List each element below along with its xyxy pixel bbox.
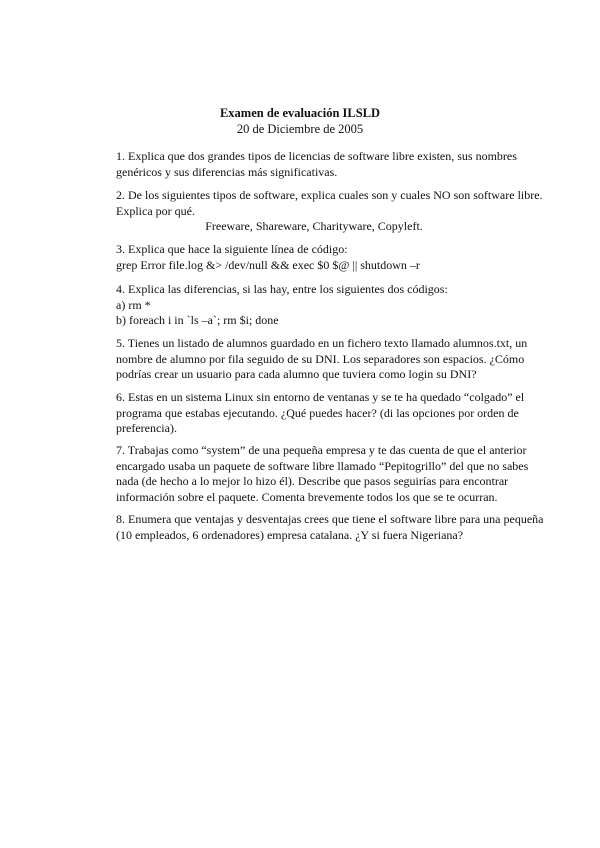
question-5-line-1: 5. Tienes un listado de alumnos guardado en un fichero texto llamado alumnos.txt, un	[116, 336, 528, 350]
question-2	[116, 188, 543, 235]
question-1	[116, 149, 516, 180]
question-1-line-1: 1. Explica que dos grandes tipos de licencias de software libre existen, sus nombres	[116, 149, 517, 163]
question-7-line-3: nada (de hecho a lo mejor lo hizo él). Describe que pasos seguirías para encontrar	[116, 474, 509, 488]
question-4	[116, 282, 516, 329]
question-2-line-1: 2. De los siguientes tipos de software, explica cuales son y cuales NO son software libre.	[116, 188, 543, 202]
question-7-line-4: información sobre el paquete. Comenta brevemente todos los que se te ocurran.	[116, 489, 498, 504]
exam-date: 20 de Diciembre de 2005	[236, 122, 364, 136]
question-6	[116, 390, 525, 437]
question-6-line-2: programa que estabas ejecutando. ¿Qué puedes hacer? (di las opciones por orden de	[116, 405, 519, 420]
question-8-line-2: (10 empleados, 6 ordenadores) empresa catalana. ¿Y si fuera Nigeriana?	[116, 527, 464, 542]
question-1-line-2: genéricos y sus diferencias más significativas.	[116, 164, 338, 179]
question-3	[116, 242, 516, 273]
question-8-line-1: 8. Enumera que ventajas y desventajas crees que tiene el software libre para una pequeña	[116, 512, 544, 526]
question-8	[116, 512, 544, 543]
question-5-line-3: podrías crear un usuario para cada alumno que tuviera como login su DNI?	[116, 367, 477, 381]
question-2-line-2: Explica por qué.	[116, 203, 195, 218]
question-7-line-1: 7. Trabajas como “system” de una pequeña empresa y te das cuenta de que el anterior	[116, 443, 527, 457]
software-types-list: Freeware, Shareware, Charityware, Copyleft.	[205, 219, 423, 233]
question-6-line-3: preferencia).	[116, 421, 177, 435]
question-4-line-1: 4. Explica las diferencias, si las hay, entre los siguientes dos códigos:	[116, 282, 448, 296]
code-option-a: a) rm *	[116, 297, 151, 312]
question-6-line-1: 6. Estas en un sistema Linux sin entorno de ventanas y se te ha quedado “colgado” el	[116, 390, 525, 404]
question-7	[116, 443, 529, 505]
question-7-line-2: encargado usaba un paquete de software libre llamado “Pepitogrillo” del que no sabes	[116, 458, 529, 473]
question-5	[116, 336, 528, 383]
exam-title: Examen de evaluación ILSLD	[219, 106, 381, 120]
question-3-line-1: 3. Explica que hace la siguiente línea de código:	[116, 242, 348, 256]
code-option-b: b) foreach i in `ls –a`; rm $i; done	[116, 313, 279, 327]
code-line: grep Error file.log &> /dev/null && exec $0 $@ || shutdown –r	[116, 257, 420, 272]
question-5-line-2: nombre de alumno por fila seguido de su DNI. Los separadores son espacios. ¿Cómo	[116, 351, 525, 366]
